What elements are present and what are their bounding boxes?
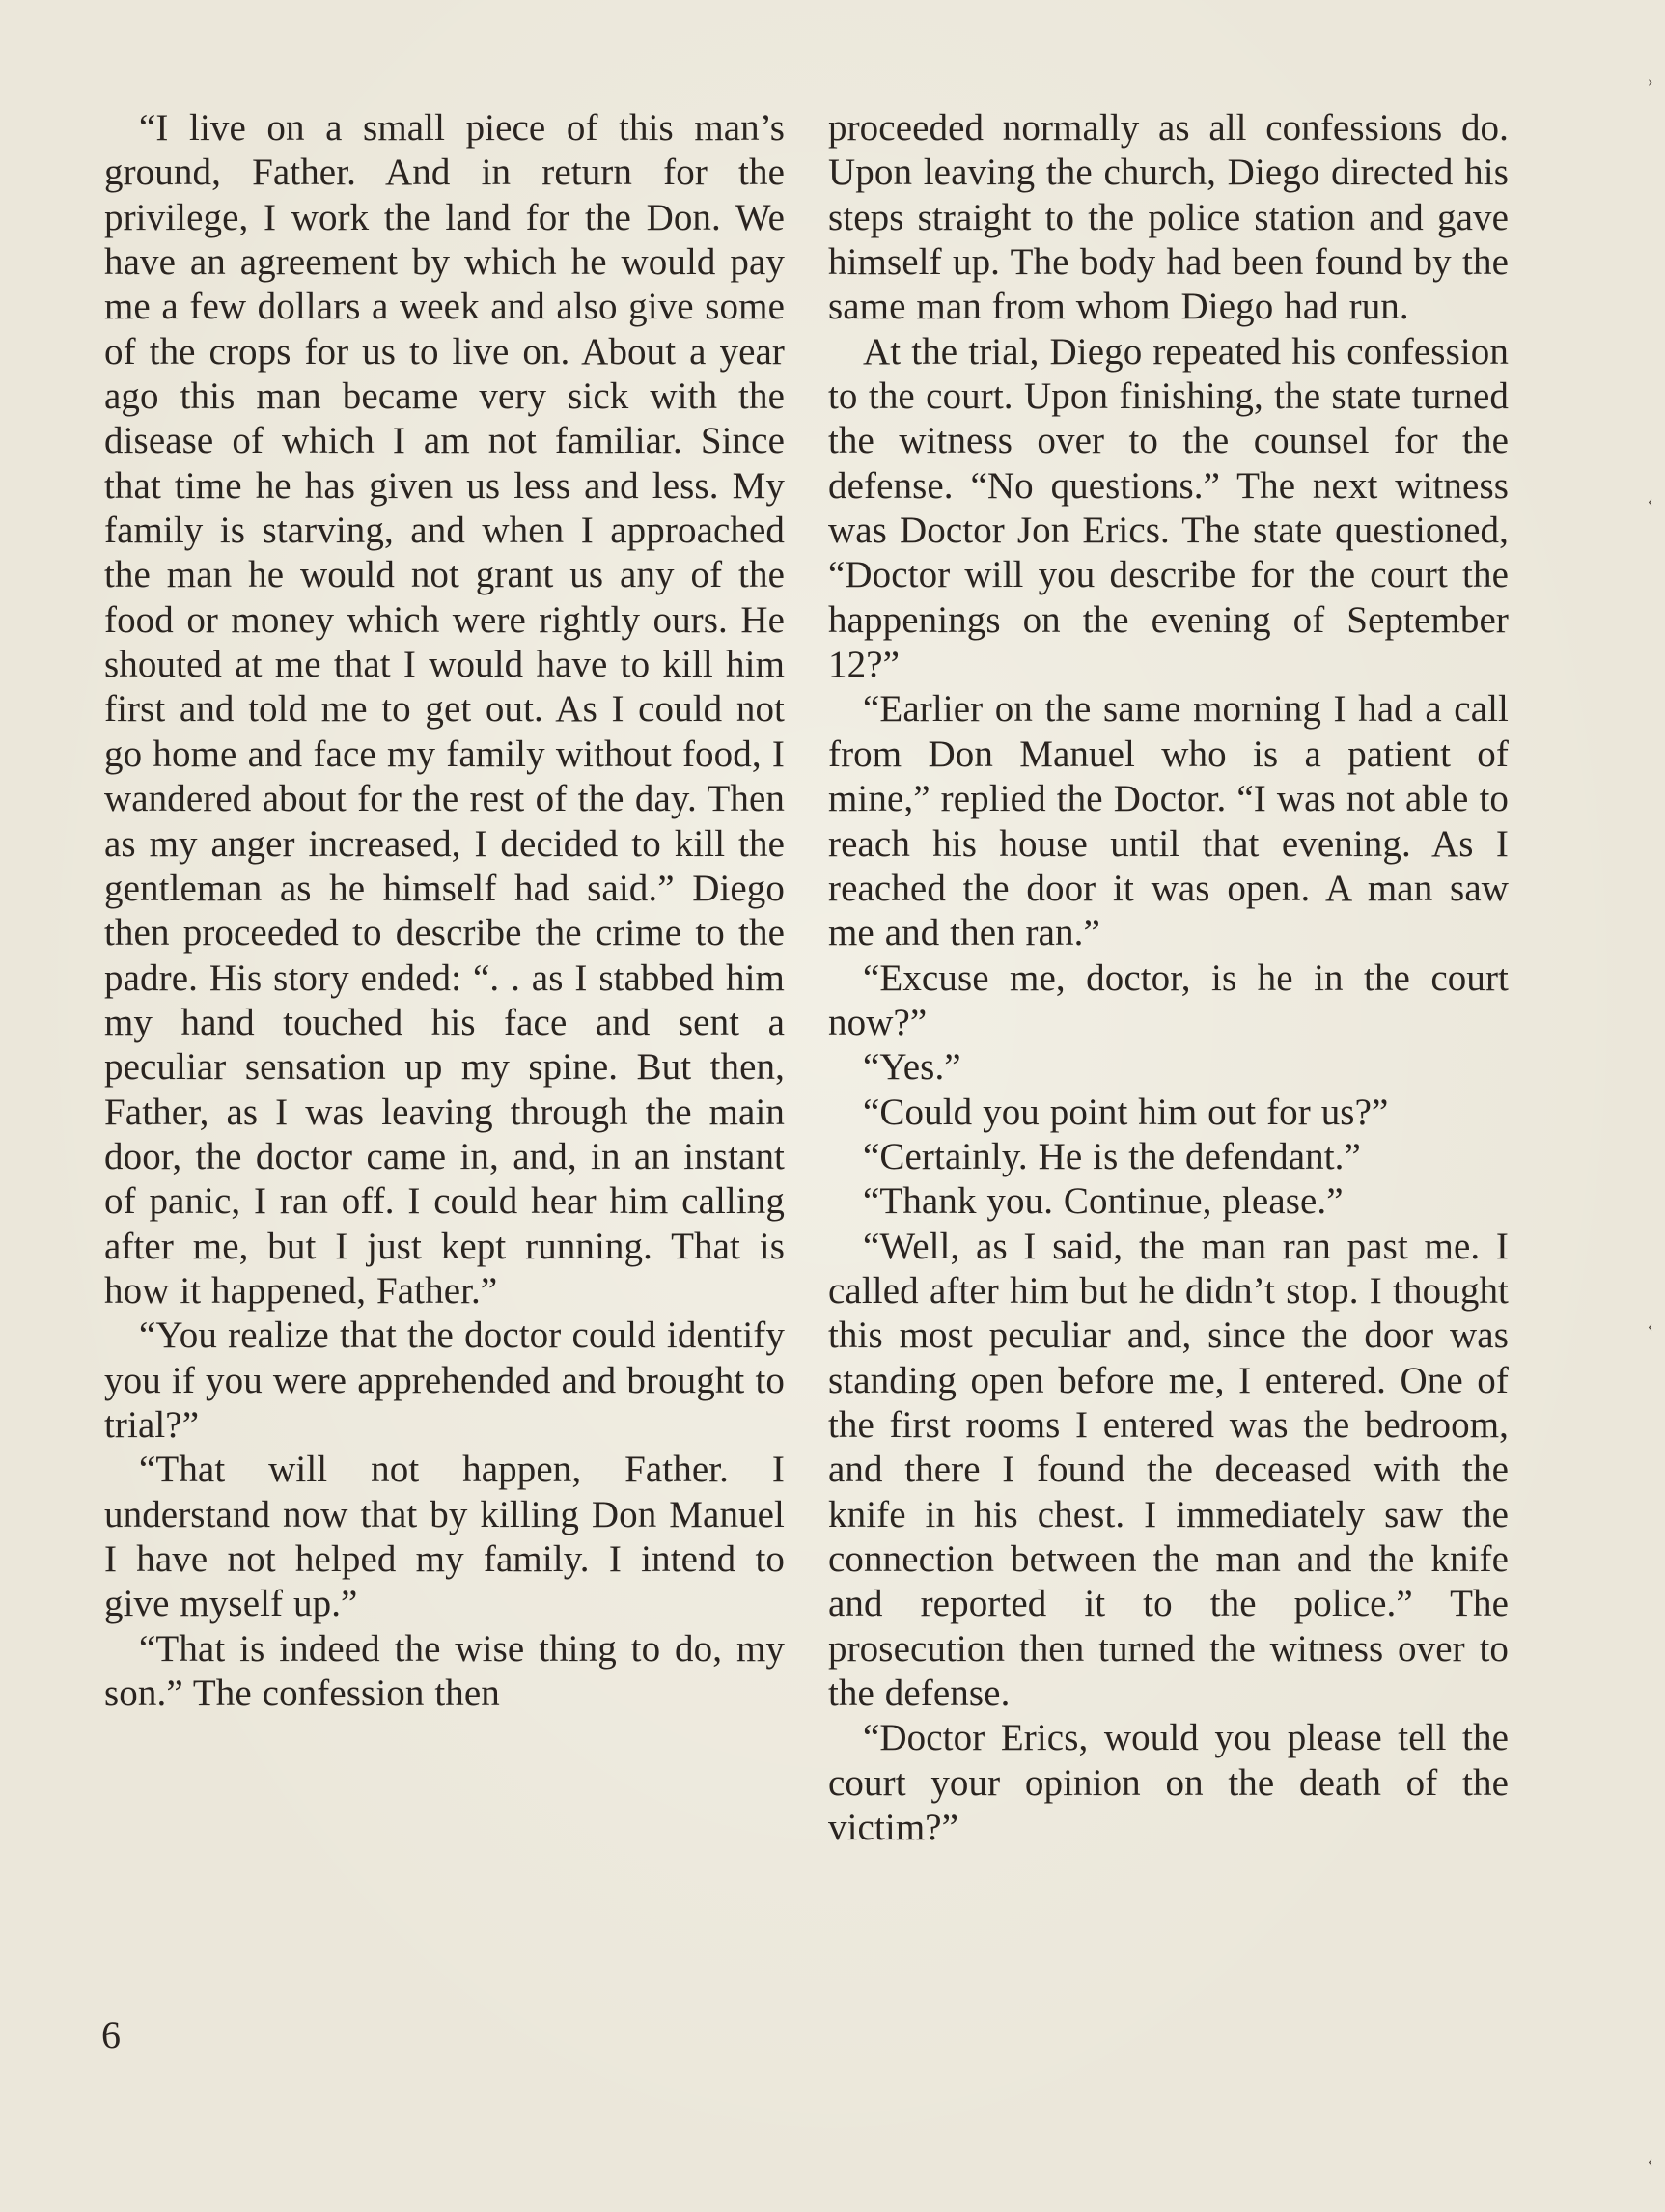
- paragraph: “That is indeed the wise thing to do, my son.” The confession then: [104, 1627, 785, 1715]
- right-text-column: [828, 106, 1509, 1850]
- binding-mark: ‹: [1648, 493, 1653, 510]
- binding-mark: ‹: [1648, 2153, 1653, 2170]
- paragraph: “Earlier on the same morning I had a call from Don Manuel who is a patient of mine,” replied the Doctor. “I was not able to reach his house until that evening. As I reached the door it was open. A man saw me and then ran.”: [828, 688, 1509, 954]
- binding-mark: ‹: [1648, 1318, 1653, 1335]
- paragraph: proceeded normally as all confessions do. Upon leaving the church, Diego directed his steps straight to the police station and gave himself up. The body had been found by the same man from whom Diego had run.: [828, 107, 1509, 328]
- paragraph: “You realize that the doctor could identify you if you were apprehended and brought to trial?”: [104, 1314, 785, 1446]
- paragraph: “Doctor Erics, would you please tell the court your opinion on the death of the victim?”: [828, 1717, 1509, 1849]
- paragraph: “I live on a small piece of this man’s ground, Father. And in return for the privilege, I work the land for the Don. We have an agreement by which he would pay me a few dollars a week and also give some of the crops for us to live on. About a year ago this man became very sick with the disease of which I am not familiar. Since that time he has given us less and less. My family is starving, and when I approached the man he would not grant us any of the food or money which were rightly ours. He shouted at me that I would have to kill him first and told me to get out. As I could not go home and face my family without food, I wandered about for the rest of the day. Then as my anger increased, I decided to kill the gentleman as he himself had said.” Diego then proceeded to describe the crime to the padre. His story ended: “. . as I stabbed him my hand touched his face and sent a peculiar sensation up my spine. But then, Father, as I was leaving through the main door, the doctor came in, and, in an instant of panic, I ran off. I could hear him calling after me, but I just kept running. That is how it happened, Father.”: [104, 107, 785, 1312]
- paragraph: “Yes.”: [863, 1046, 961, 1089]
- paragraph: At the trial, Diego repeated his confession to the court. Upon finishing, the state turned the witness over to the counsel for the defense. “No questions.” The next witness was Doctor Jon Erics. The state questioned, “Doctor will you describe for the court the happenings on the evening of September 12?”: [828, 330, 1509, 686]
- paragraph: “Could you point him out for us?”: [863, 1091, 1389, 1133]
- paragraph: “Certainly. He is the defendant.”: [863, 1135, 1361, 1177]
- page-number: 6: [101, 2013, 121, 2057]
- paragraph: “Well, as I said, the man ran past me. I called after him but he didn’t stop. I thought this most peculiar and, since the door was standing open before me, I entered. One of the first rooms I entered was the bedroom, and there I found the deceased with the knife in his chest. I immediately saw the connection between the man and the knife and reported it to the police.” The prosecution then turned the witness over to the defense.: [828, 1225, 1509, 1715]
- paragraph: “Excuse me, doctor, is he in the court now?”: [828, 956, 1509, 1043]
- paragraph: “Thank you. Continue, please.”: [863, 1180, 1344, 1223]
- left-text-column: [104, 106, 785, 1716]
- paragraph: “That will not happen, Father. I understand now that by killing Don Manuel I have not helped my family. I intend to give myself up.”: [104, 1449, 785, 1625]
- binding-mark: ›: [1648, 73, 1653, 90]
